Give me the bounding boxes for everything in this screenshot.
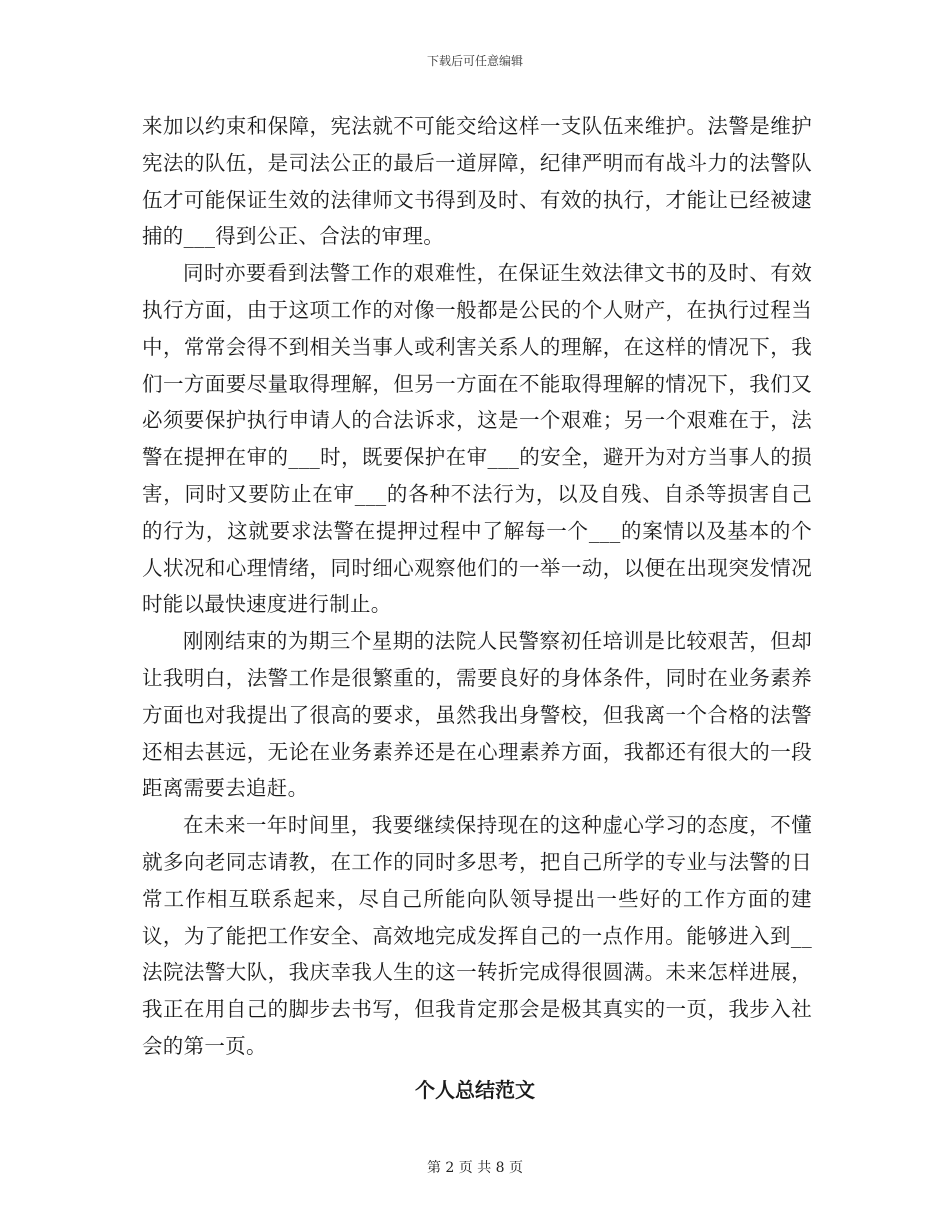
- document-body: [142, 108, 812, 1065]
- paragraph-1: 来加以约束和保障，宪法就不可能交给这样一支队伍来维护。法警是维护宪法的队伍，是司法公正的最后一道屏障，纪律严明而有战斗力的法警队伍才可能保证生效的法律师文书得到及时、有效的执行，才能让已经被逮捕的___得到公正、合法的审理。: [142, 114, 812, 249]
- section-title: 个人总结范文: [415, 1078, 535, 1102]
- page-header: 下载后可任意编辑: [426, 54, 523, 68]
- paragraph-4: 在未来一年时间里，我要继续保持现在的这种虚心学习的态度，不懂就多向老同志请教，在工作的同时多思考，把自己所学的专业与法警的日常工作相互联系起来，尽自己所能向队领导提出一些好的工作方面的建议，为了能把工作安全、高效地完成发挥自己的一点作用。能够进入到__法院法警大队，我庆幸我人生的这一转折完成得很圆满。未来怎样进展，我正在用自己的脚步去书写，但我肯定那会是极其真实的一页，我步入社会的第一页。: [142, 813, 812, 1058]
- paragraph-3: 刚刚结束的为期三个星期的法院人民警察初任培训是比较艰苦，但却让我明白，法警工作是很繁重的，需要良好的身体条件，同时在业务素养方面也对我提出了很高的要求，虽然我出身警校，但我离一个合格的法警还相去甚远，无论在业务素养还是在心理素养方面，我都还有很大的一段距离需要去追赶。: [142, 629, 812, 801]
- page-footer: 第 2 页 共 8 页: [426, 1160, 524, 1176]
- paragraph-2: 同时亦要看到法警工作的艰难性，在保证生效法律文书的及时、有效执行方面，由于这项工作的对像一般都是公民的个人财产，在执行过程当中，常常会得不到相关当事人或利害关系人的理解，在这样的情况下，我们一方面要尽量取得理解，但另一方面在不能取得理解的情况下，我们又必须要保护执行申请人的合法诉求，这是一个艰难；另一个艰难在于，法警在提押在审的___时，既要保护在审___的安全，避开为对方当事人的损害，同时又要防止在审___的各种不法行为，以及自残、自杀等损害自己的行为，这就要求法警在提押过程中了解每一个___的案情以及基本的个人状况和心理情绪，同时细心观察他们的一举一动，以便在出现突发情况时能以最快速度进行制止。: [142, 261, 812, 617]
